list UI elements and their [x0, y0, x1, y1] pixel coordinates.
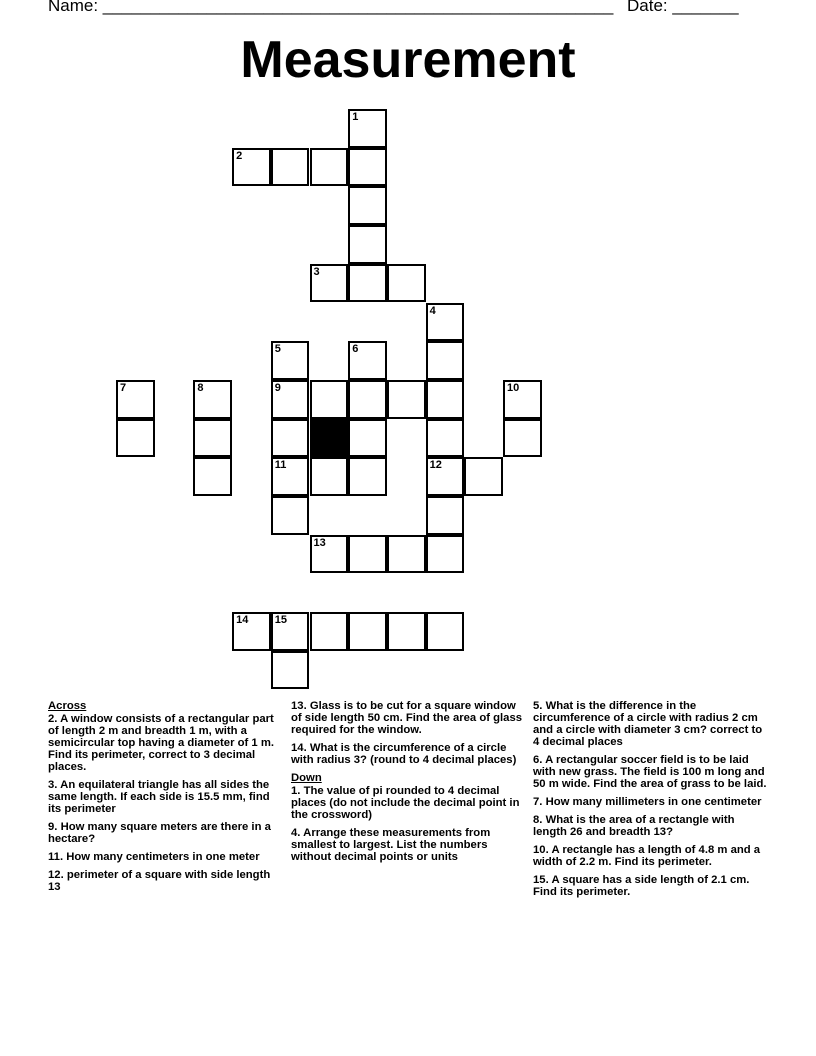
clue-across-13: 13. Glass is to be cut for a square window of side length 50 cm. Find the area of glass required for the window.	[291, 700, 523, 736]
page-title: Measurement	[240, 31, 576, 89]
crossword-cell[interactable]	[271, 341, 310, 380]
crossword-cell[interactable]	[348, 264, 387, 303]
crossword-cell[interactable]	[426, 496, 465, 535]
crossword-cell[interactable]	[271, 419, 310, 458]
crossword-cell[interactable]	[310, 612, 349, 651]
clue-number: 9	[274, 381, 281, 394]
clue-number: 2	[236, 149, 243, 162]
clue-down-6: 6. A rectangular soccer field is to be laid with new grass. The field is 100 m long and 50 m wide. Find the area of grass to be laid.	[533, 754, 767, 790]
crossword-cell[interactable]	[271, 612, 310, 651]
crossword-cell[interactable]	[271, 380, 310, 419]
clue-number: 14	[236, 614, 249, 627]
clue-across-9: 9. How many square meters are there in a hectare?	[48, 821, 271, 845]
crossword-cell[interactable]	[232, 148, 271, 187]
crossword-cell[interactable]	[387, 264, 426, 303]
crossword-cell[interactable]	[426, 612, 465, 651]
clue-number: 6	[352, 343, 359, 356]
clue-down-1: 1. The value of pi rounded to 4 decimal places (do not include the decimal point in the crossword)	[291, 785, 520, 821]
date-field-label: Date: _______	[627, 0, 739, 15]
crossword-cell[interactable]	[271, 457, 310, 496]
crossword-cell[interactable]	[310, 457, 349, 496]
crossword-cell[interactable]	[193, 419, 232, 458]
clue-across-11: 11. How many centimeters in one meter	[48, 851, 260, 863]
crossword-cell[interactable]	[232, 612, 271, 651]
crossword-cell[interactable]	[426, 380, 465, 419]
clue-number: 12	[429, 459, 442, 472]
clue-across-14: 14. What is the circumference of a circle with radius 3? (round to 4 decimal places)	[291, 742, 517, 766]
crossword-cell[interactable]	[271, 496, 310, 535]
crossword-cell[interactable]	[348, 186, 387, 225]
crossword-cell[interactable]	[426, 457, 465, 496]
crossword-cell[interactable]	[426, 341, 465, 380]
crossword-cell[interactable]	[271, 651, 310, 690]
clue-across-2: 2. A window consists of a rectangular part of length 2 m and breadth 1 m, with a semicircular top having a diameter of 1 m. Find its perimeter, correct to 3 decimal places.	[48, 713, 275, 773]
crossword-cell[interactable]	[348, 380, 387, 419]
crossword-cell[interactable]	[310, 264, 349, 303]
crossword-cell[interactable]	[426, 419, 465, 458]
crossword-cell[interactable]	[387, 380, 426, 419]
clue-down-7: 7. How many millimeters in one centimeter	[533, 796, 762, 808]
crossword-cell[interactable]	[348, 109, 387, 148]
crossword-cell[interactable]	[271, 148, 310, 187]
clue-number: 13	[313, 536, 326, 549]
clue-down-15: 15. A square has a side length of 2.1 cm. Find its perimeter.	[533, 874, 750, 898]
down-heading: Down	[291, 772, 322, 784]
clue-number: 8	[197, 381, 204, 394]
clues-column-3	[533, 700, 769, 904]
clue-number: 3	[313, 265, 320, 278]
clue-down-5: 5. What is the difference in the circumference of a circle with radius 2 cm and a circle with diameter 3 cm? correct to 4 decimal places	[533, 700, 763, 748]
crossword-cell[interactable]	[426, 535, 465, 574]
crossword-cell[interactable]	[310, 380, 349, 419]
crossword-cell[interactable]	[348, 225, 387, 264]
crossword-cell[interactable]	[348, 341, 387, 380]
crossword-cell[interactable]	[116, 419, 155, 458]
crossword-cell[interactable]	[116, 380, 155, 419]
clue-number: 10	[507, 381, 520, 394]
crossword-cell[interactable]	[387, 535, 426, 574]
clue-number: 11	[274, 459, 287, 472]
crossword-cell[interactable]	[348, 419, 387, 458]
crossword-cell[interactable]	[348, 457, 387, 496]
crossword-cell[interactable]	[503, 419, 542, 458]
clue-down-8: 8. What is the area of a rectangle with length 26 and breadth 13?	[533, 814, 735, 838]
clue-across-12: 12. perimeter of a square with side length 13	[48, 869, 271, 893]
clues-column-1	[48, 700, 284, 899]
crossword-cell[interactable]	[348, 612, 387, 651]
black-cell	[310, 419, 349, 458]
clue-down-10: 10. A rectangle has a length of 4.8 m and a width of 2.2 m. Find its perimeter.	[533, 844, 761, 868]
name-field-label: Name: ______________________________________________________	[48, 0, 614, 15]
clue-number: 15	[274, 614, 288, 627]
crossword-cell[interactable]	[464, 457, 503, 496]
clue-across-3: 3. An equilateral triangle has all sides the same length. If each side is 15.5 mm, find its perimeter	[48, 779, 270, 815]
clue-down-4: 4. Arrange these measurements from smallest to largest. List the numbers without decimal points or units	[291, 827, 491, 863]
clues-column-2	[291, 700, 527, 869]
crossword-cell[interactable]	[503, 380, 542, 419]
crossword-cell[interactable]	[193, 457, 232, 496]
across-heading: Across	[48, 700, 87, 712]
crossword-cell[interactable]	[193, 380, 232, 419]
clue-number: 5	[274, 343, 281, 356]
crossword-cell[interactable]	[348, 148, 387, 187]
crossword-cell[interactable]	[387, 612, 426, 651]
crossword-cell[interactable]	[426, 303, 465, 342]
crossword-cell[interactable]	[310, 535, 349, 574]
clue-number: 1	[352, 111, 359, 123]
clue-number: 7	[120, 381, 127, 394]
crossword-cell[interactable]	[310, 148, 349, 187]
crossword-cell[interactable]	[348, 535, 387, 574]
clue-number: 4	[429, 304, 436, 317]
